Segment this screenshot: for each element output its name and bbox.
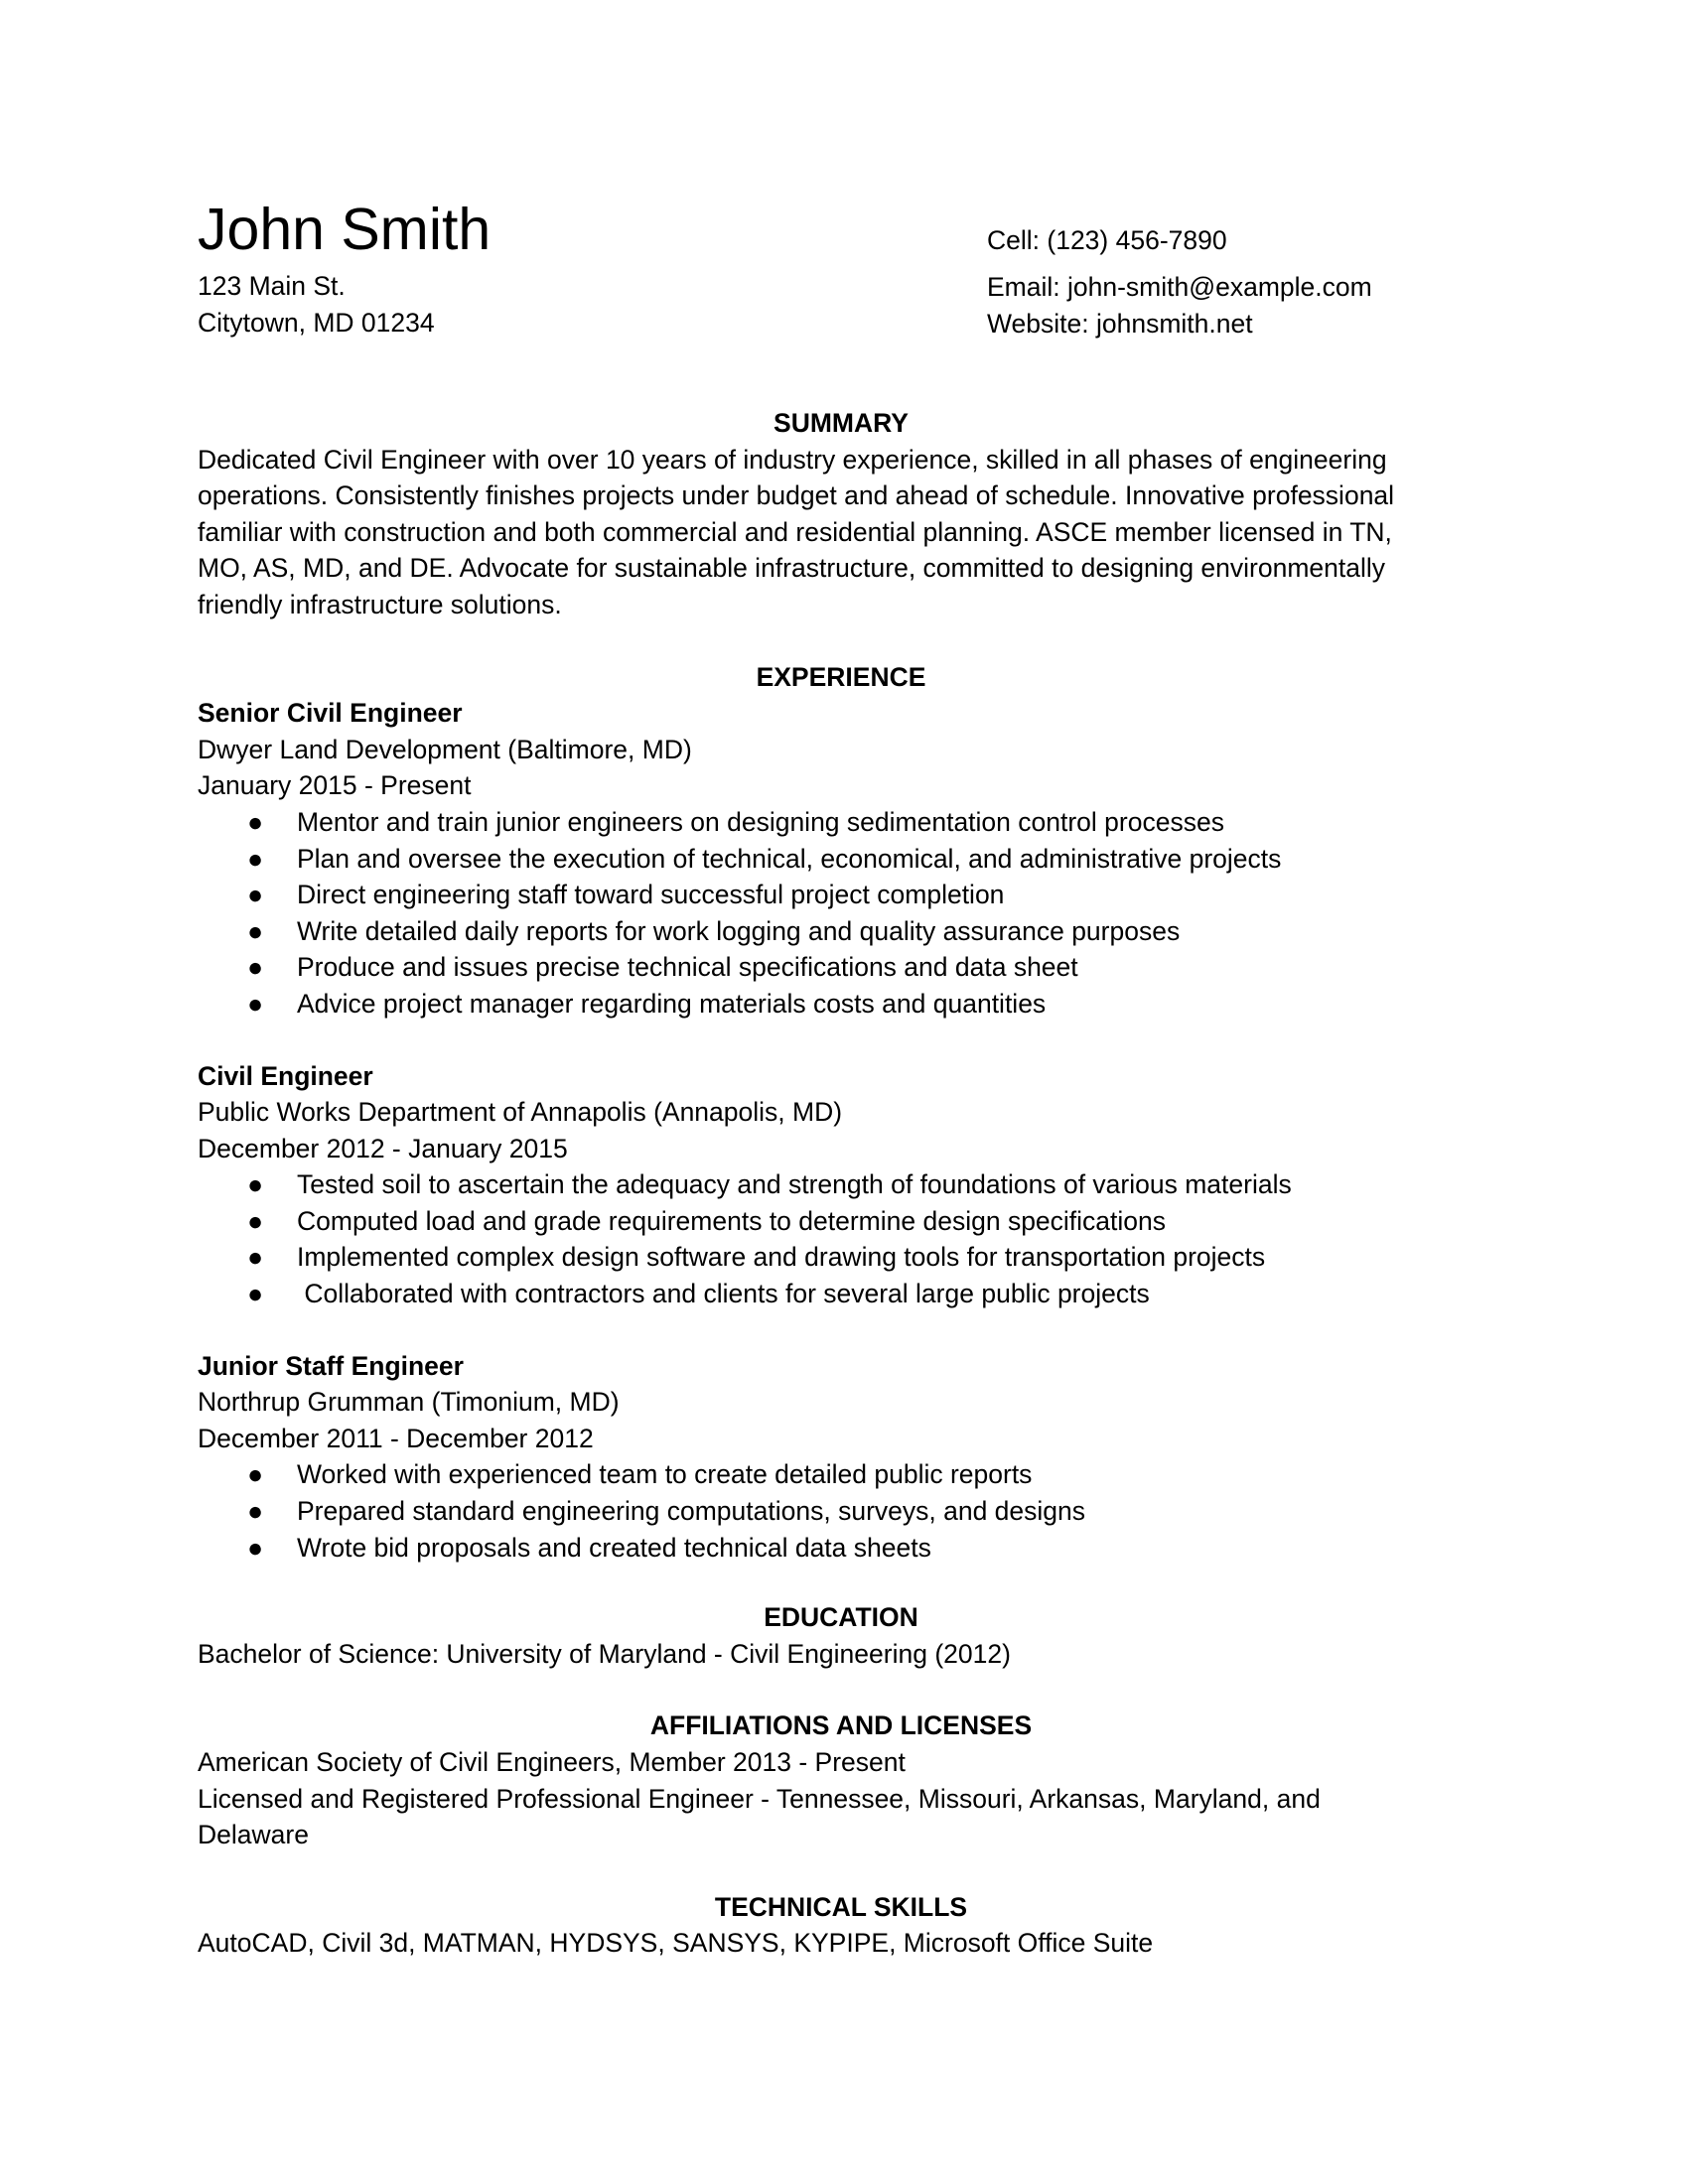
education-section bbox=[198, 1599, 1488, 1672]
bullet-item bbox=[198, 1239, 1488, 1276]
education-line: Bachelor of Science: University of Maryland - Civil Engineering (2012) bbox=[198, 1638, 1011, 1669]
affiliation-line: American Society of Civil Engineers, Member 2013 - Present bbox=[198, 1747, 906, 1777]
skills-title: TECHNICAL SKILLS bbox=[714, 1891, 968, 1922]
bullet-icon: ● bbox=[247, 1532, 264, 1563]
summary-text bbox=[198, 442, 1488, 623]
affiliation-line: Licensed and Registered Professional Engineer - Tennessee, Missouri, Arkansas, Maryland, and bbox=[198, 1783, 1321, 1814]
bullet-text: Advice project manager regarding materials costs and quantities bbox=[297, 988, 1047, 1019]
bullet-text: Mentor and train junior engineers on designing sedimentation control processes bbox=[297, 806, 1224, 837]
bullet-icon: ● bbox=[247, 1169, 264, 1200]
bullet-text: Prepared standard engineering computations, surveys, and designs bbox=[297, 1496, 1086, 1527]
bullet-text: Tested soil to ascertain the adequacy and strength of foundations of various materials bbox=[297, 1169, 1292, 1200]
job-company: Dwyer Land Development (Baltimore, MD) bbox=[198, 734, 692, 764]
candidate-name: John Smith bbox=[198, 197, 492, 262]
job-bullets bbox=[198, 1456, 1488, 1566]
bullet-item bbox=[198, 1203, 1488, 1240]
bullet-item bbox=[198, 949, 1488, 986]
education-title: EDUCATION bbox=[764, 1602, 918, 1633]
job-title: Civil Engineer bbox=[198, 1060, 373, 1091]
bullet-item bbox=[198, 986, 1488, 1023]
bullet-text: Write detailed daily reports for work logging and quality assurance purposes bbox=[297, 915, 1181, 946]
cell-phone: Cell: (123) 456-7890 bbox=[987, 225, 1227, 255]
resume-content bbox=[198, 195, 1488, 1962]
summary-title: SUMMARY bbox=[774, 408, 909, 438]
summary-line: operations. Consistently finishes projects under budget and ahead of schedule. Innovative professional bbox=[198, 480, 1395, 511]
bullet-text: Worked with experienced team to create detailed public reports bbox=[297, 1459, 1033, 1490]
bullet-item bbox=[198, 1530, 1488, 1567]
bullet-text: Collaborated with contractors and clients for several large public projects bbox=[297, 1279, 1150, 1309]
bullet-text: Plan and oversee the execution of technical, economical, and administrative projects bbox=[297, 843, 1282, 874]
job-dates: January 2015 - Present bbox=[198, 770, 472, 801]
contact-block bbox=[987, 222, 1372, 342]
bullet-item bbox=[198, 877, 1488, 913]
summary-section bbox=[198, 405, 1488, 623]
bullet-text: Produce and issues precise technical specifications and data sheet bbox=[297, 952, 1078, 983]
bullet-item bbox=[198, 804, 1488, 841]
experience-title: EXPERIENCE bbox=[756, 661, 926, 692]
job-company: Northrup Grumman (Timonium, MD) bbox=[198, 1387, 620, 1418]
affiliations-section bbox=[198, 1707, 1488, 1852]
bullet-item bbox=[198, 1166, 1488, 1203]
bullet-icon: ● bbox=[247, 1242, 264, 1273]
bullet-icon: ● bbox=[247, 880, 264, 910]
job-bullets bbox=[198, 804, 1488, 1023]
address-line-1: 123 Main St. bbox=[198, 271, 346, 301]
job-bullets bbox=[198, 1166, 1488, 1311]
job-entry bbox=[198, 1058, 1488, 1312]
bullet-icon: ● bbox=[247, 843, 264, 874]
bullet-icon: ● bbox=[247, 1205, 264, 1236]
bullet-text: Computed load and grade requirements to determine design specifications bbox=[297, 1205, 1167, 1236]
summary-line: Dedicated Civil Engineer with over 10 years of industry experience, skilled in all phases of engineering bbox=[198, 444, 1387, 475]
bullet-item bbox=[198, 1493, 1488, 1530]
bullet-icon: ● bbox=[247, 806, 264, 837]
bullet-text: Wrote bid proposals and created technical data sheets bbox=[297, 1532, 931, 1563]
bullet-text: Implemented complex design software and drawing tools for transportation projects bbox=[297, 1242, 1266, 1273]
bullet-icon: ● bbox=[247, 1459, 264, 1490]
job-title: Junior Staff Engineer bbox=[198, 1350, 464, 1381]
bullet-icon: ● bbox=[247, 1496, 264, 1527]
job-dates: December 2012 - January 2015 bbox=[198, 1133, 568, 1163]
bullet-item bbox=[198, 841, 1488, 878]
bullet-text: Direct engineering staff toward successful project completion bbox=[297, 880, 1005, 910]
address-block bbox=[198, 268, 435, 341]
job-entry bbox=[198, 695, 1488, 1022]
summary-line: MO, AS, MD, and DE. Advocate for sustainable infrastructure, committed to designing environmentally bbox=[198, 553, 1386, 584]
job-company: Public Works Department of Annapolis (Annapolis, MD) bbox=[198, 1097, 843, 1128]
skills-section bbox=[198, 1889, 1488, 1962]
bullet-item bbox=[198, 1456, 1488, 1493]
bullet-icon: ● bbox=[247, 952, 264, 983]
job-entry bbox=[198, 1348, 1488, 1567]
affiliation-line: Delaware bbox=[198, 1820, 309, 1850]
website: Website: johnsmith.net bbox=[987, 309, 1253, 339]
summary-line: friendly infrastructure solutions. bbox=[198, 589, 562, 619]
job-dates: December 2011 - December 2012 bbox=[198, 1423, 594, 1453]
bullet-item bbox=[198, 1276, 1488, 1312]
bullet-icon: ● bbox=[247, 988, 264, 1019]
bullet-icon: ● bbox=[247, 915, 264, 946]
bullet-icon: ● bbox=[247, 1279, 264, 1309]
address-line-2: Citytown, MD 01234 bbox=[198, 308, 435, 338]
resume-header bbox=[198, 195, 1488, 343]
affiliations-title: AFFILIATIONS AND LICENSES bbox=[649, 1710, 1033, 1741]
bullet-item bbox=[198, 913, 1488, 950]
experience-section bbox=[198, 659, 1488, 1567]
job-title: Senior Civil Engineer bbox=[198, 698, 463, 729]
skills-line: AutoCAD, Civil 3d, MATMAN, HYDSYS, SANSYS, KYPIPE, Microsoft Office Suite bbox=[198, 1928, 1154, 1959]
email: Email: john-smith@example.com bbox=[987, 272, 1372, 302]
summary-line: familiar with construction and both commercial and residential planning. ASCE member licensed in TN, bbox=[198, 516, 1392, 547]
